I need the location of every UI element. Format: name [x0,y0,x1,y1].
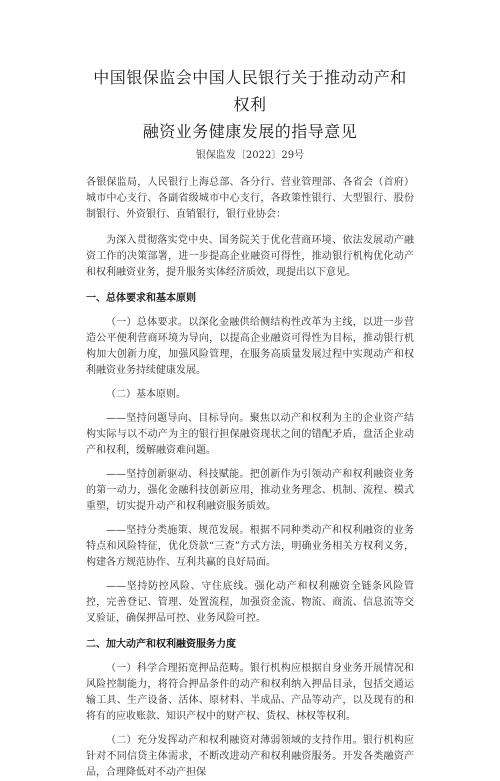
section-1-paragraph-6: ——坚持防控风险、守住底线。强化动产和权利融资全链条风险管控，完善登记、管理、处置流程，加强资金流、物流、商流、信息流等交叉验证，确保押品可控、业务风险可控。 [86,581,414,624]
document-number: 银保监发〔2022〕29号 [195,150,305,161]
section-1-paragraph-4: ——坚持创新驱动、科技赋能。把创新作为引领动产和权利融资业务的第一动力，强化金融科技创新应用，推动业务理念、机制、流程、模式重塑，切实提升动产和权利融资服务质效。 [86,469,414,512]
section-2-paragraph-1: （一）科学合理拓宽押品范畴。银行机构应根据自身业务开展情况和风险控制能力，将符合押品条件的动产和权利纳入押品目录，包括交通运输工具、生产设备、活体、原材料、半成品、产品等动产，以及现有的和将有的应收账款、知识产权中的财产权、货权、林权等权利。 [86,663,414,722]
document-title-line2: 融资业务健康发展的指导意见 [142,122,358,141]
section-1-paragraph-3: ——坚持问题导向、目标导向。聚焦以动产和权利为主的企业资产结构实际与以不动产为主的银行担保融资现状之间的错配矛盾，盘活企业动产和权利，缓解融资难问题。 [86,413,414,456]
section-2-paragraph-2: （二）充分发挥动产和权利融资对薄弱领域的支持作用。银行机构应针对不同信贷主体需求，不断改进动产和权利融资服务。开发各类融资产品，合理降低对不动产担保 [86,735,414,778]
intro-paragraph: 为深入贯彻落实党中央、国务院关于优化营商环境、依法发展动产融资工作的决策部署，进一步提高企业融资可得性，推动银行机构优化动产和权利融资业务，提升服务实体经济质效，现提出以下意见。 [86,235,414,278]
section-1-paragraph-1: （一）总体要求。以深化金融供给侧结构性改革为主线，以进一步营造公平便利营商环境为导向，以提高企业融资可得性为目标，推动银行机构加大创新力度，加强风险管理，在服务高质量发展过程中实现动产和权利融资业务持续健康发展。 [86,317,414,376]
addressee-paragraph: 各银保监局，人民银行上海总部、各分行、营业管理部、各省会（首府）城市中心支行、各副省级城市中心支行，各政策性银行、大型银行、股份制银行、外资银行、直销银行，银行业协会： [86,177,414,220]
section-1-paragraph-5: ——坚持分类施策、规范发展。根据不同种类动产和权利融资的业务特点和风险特征，优化贷款“三查”方式方法，明确业务相关方权利义务，构建各方规范协作、互利共赢的良好局面。 [86,525,414,568]
document-title-line1: 中国银保监会中国人民银行关于推动动产和权利 [93,68,407,114]
section-2-heading: 二、加大动产和权利融资服务力度 [86,639,236,650]
section-1-heading: 一、总体要求和基本原则 [86,293,196,304]
section-1-paragraph-2: （二）基本原则。 [106,389,186,400]
